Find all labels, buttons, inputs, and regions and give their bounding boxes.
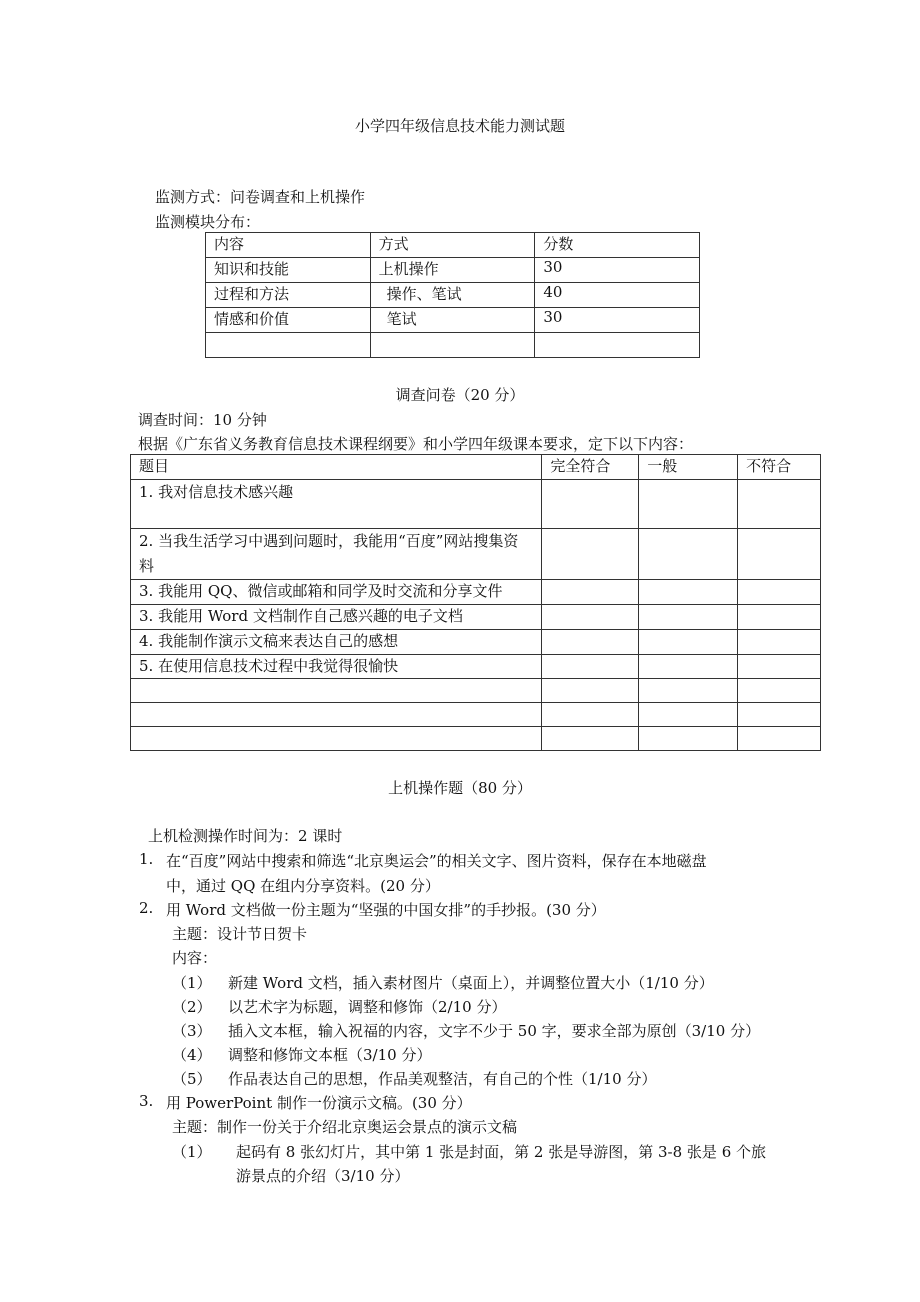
table-row: [131, 480, 821, 529]
question-1-text: 在“百度”网站中搜索和筛选“北京奥运会”的相关文字、图片资料，保存在本地磁盘: [166, 852, 707, 870]
table-cell: [542, 580, 639, 605]
table-cell: 操作、笔试: [370, 283, 535, 308]
question-3-text: 用 PowerPoint 制作一份演示文稿。(30 分）: [166, 1094, 472, 1112]
table-cell: [542, 605, 639, 630]
table-header-cell: 完全符合: [542, 455, 639, 480]
table-cell: 知识和技能: [206, 258, 371, 283]
question-2-theme: 主题：设计节日贺卡: [172, 925, 308, 943]
question-2-text: 用 Word 文档做一份主题为“坚强的中国女排”的手抄报。(30 分）: [166, 901, 606, 919]
table-cell: 笔试: [370, 308, 535, 333]
table-cell: [639, 529, 738, 580]
table-cell: 过程和方法: [206, 283, 371, 308]
table-cell: [206, 333, 371, 358]
question-number: 3.: [139, 1092, 154, 1110]
question-number: 2.: [139, 899, 154, 917]
table-row: [206, 283, 700, 308]
survey-item: 2. 当我生活学习中遇到问题时，我能用“百度”网站搜集资料: [131, 529, 542, 580]
table-row-empty: [131, 727, 821, 751]
survey-heading: 调查问卷（20 分）: [395, 386, 525, 404]
table-row: [206, 308, 700, 333]
table-cell: [542, 655, 639, 679]
list-item-number: （3）: [172, 1022, 212, 1040]
table-cell: [639, 630, 738, 655]
operation-heading: 上机操作题（80 分）: [388, 779, 532, 797]
table-header-cell: 不符合: [738, 455, 821, 480]
table-header-row: [131, 455, 821, 480]
table-cell: 30: [535, 258, 700, 283]
table-cell: [738, 727, 821, 751]
table-cell: [542, 480, 639, 529]
table-cell: [738, 580, 821, 605]
survey-item: 4. 我能制作演示文稿来表达自己的感想: [131, 630, 542, 655]
table-cell: [639, 580, 738, 605]
survey-basis: 根据《广东省义务教育信息技术课程纲要》和小学四年级课本要求，定下以下内容：: [138, 435, 694, 453]
list-item: 作品表达自己的思想，作品美观整洁，有自己的个性（1/10 分）: [228, 1070, 657, 1088]
table-row: [131, 580, 821, 605]
table-cell: [738, 529, 821, 580]
table-cell: [738, 655, 821, 679]
table-cell: [738, 480, 821, 529]
table-cell: [639, 655, 738, 679]
table-cell: [738, 703, 821, 727]
table-header-cell: 方式: [370, 233, 535, 258]
table-cell: [131, 703, 542, 727]
list-item: 起码有 8 张幻灯片，其中第 1 张是封面，第 2 张是导游图，第 3-8 张是 6 个旅: [236, 1143, 767, 1161]
table-header-cell: 内容: [206, 233, 371, 258]
table-cell: [738, 605, 821, 630]
table-row: [131, 655, 821, 679]
list-item-number: （1）: [172, 1143, 212, 1161]
survey-item: 1. 我对信息技术感兴趣: [131, 480, 542, 529]
page-title: 小学四年级信息技术能力测试题: [354, 117, 565, 135]
table-cell: [639, 727, 738, 751]
module-distribution-label: 监测模块分布：: [155, 213, 261, 231]
table-row-empty: [131, 703, 821, 727]
table-cell: [131, 679, 542, 703]
survey-table: [130, 454, 821, 751]
question-1-text-cont: 中，通过 QQ 在组内分享资料。(20 分）: [166, 877, 440, 895]
table-header-cell: 题目: [131, 455, 542, 480]
survey-item: 3. 我能用 Word 文档制作自己感兴趣的电子文档: [131, 605, 542, 630]
table-cell: [131, 727, 542, 751]
table-header-cell: 分数: [535, 233, 700, 258]
survey-item: 3. 我能用 QQ、微信或邮箱和同学及时交流和分享文件: [131, 580, 542, 605]
table-cell: [535, 333, 700, 358]
list-item-number: （1）: [172, 974, 212, 992]
table-cell: [639, 605, 738, 630]
table-cell: [542, 529, 639, 580]
question-2-content-label: 内容：: [172, 949, 218, 967]
survey-item: 5. 在使用信息技术过程中我觉得很愉快: [131, 655, 542, 679]
table-cell: 30: [535, 308, 700, 333]
operation-time: 上机检测操作时间为：2 课时: [148, 827, 343, 845]
table-row: [131, 605, 821, 630]
table-cell: [639, 679, 738, 703]
table-cell: [738, 679, 821, 703]
question-3-theme: 主题：制作一份关于介绍北京奥运会景点的演示文稿: [172, 1118, 518, 1136]
list-item-cont: 游景点的介绍（3/10 分）: [236, 1167, 410, 1185]
table-cell: [542, 679, 639, 703]
table-row-empty: [131, 679, 821, 703]
module-table: [205, 232, 700, 358]
list-item: 新建 Word 文档，插入素材图片（桌面上），并调整位置大小（1/10 分）: [228, 974, 714, 992]
table-row: [131, 630, 821, 655]
table-cell: 40: [535, 283, 700, 308]
table-row: [131, 529, 821, 580]
table-cell: [738, 630, 821, 655]
table-header-row: [206, 233, 700, 258]
list-item: 调整和修饰文本框（3/10 分）: [228, 1046, 432, 1064]
table-cell: [542, 630, 639, 655]
table-header-cell: 一般: [639, 455, 738, 480]
table-row: [206, 258, 700, 283]
table-cell: [370, 333, 535, 358]
table-cell: [542, 727, 639, 751]
survey-time: 调查时间：10 分钟: [138, 411, 267, 429]
table-cell: [639, 480, 738, 529]
table-cell: 情感和价值: [206, 308, 371, 333]
list-item-number: （4）: [172, 1046, 212, 1064]
list-item: 以艺术字为标题，调整和修饰（2/10 分）: [228, 998, 507, 1016]
question-number: 1.: [139, 850, 154, 868]
monitoring-method: 监测方式：问卷调查和上机操作: [155, 188, 366, 206]
list-item: 插入文本框，输入祝福的内容，文字不少于 50 字，要求全部为原创（3/10 分）: [228, 1022, 761, 1040]
list-item-number: （2）: [172, 998, 212, 1016]
list-item-number: （5）: [172, 1070, 212, 1088]
table-cell: 上机操作: [370, 258, 535, 283]
table-cell: [639, 703, 738, 727]
table-cell: [542, 703, 639, 727]
table-row-empty: [206, 333, 700, 358]
